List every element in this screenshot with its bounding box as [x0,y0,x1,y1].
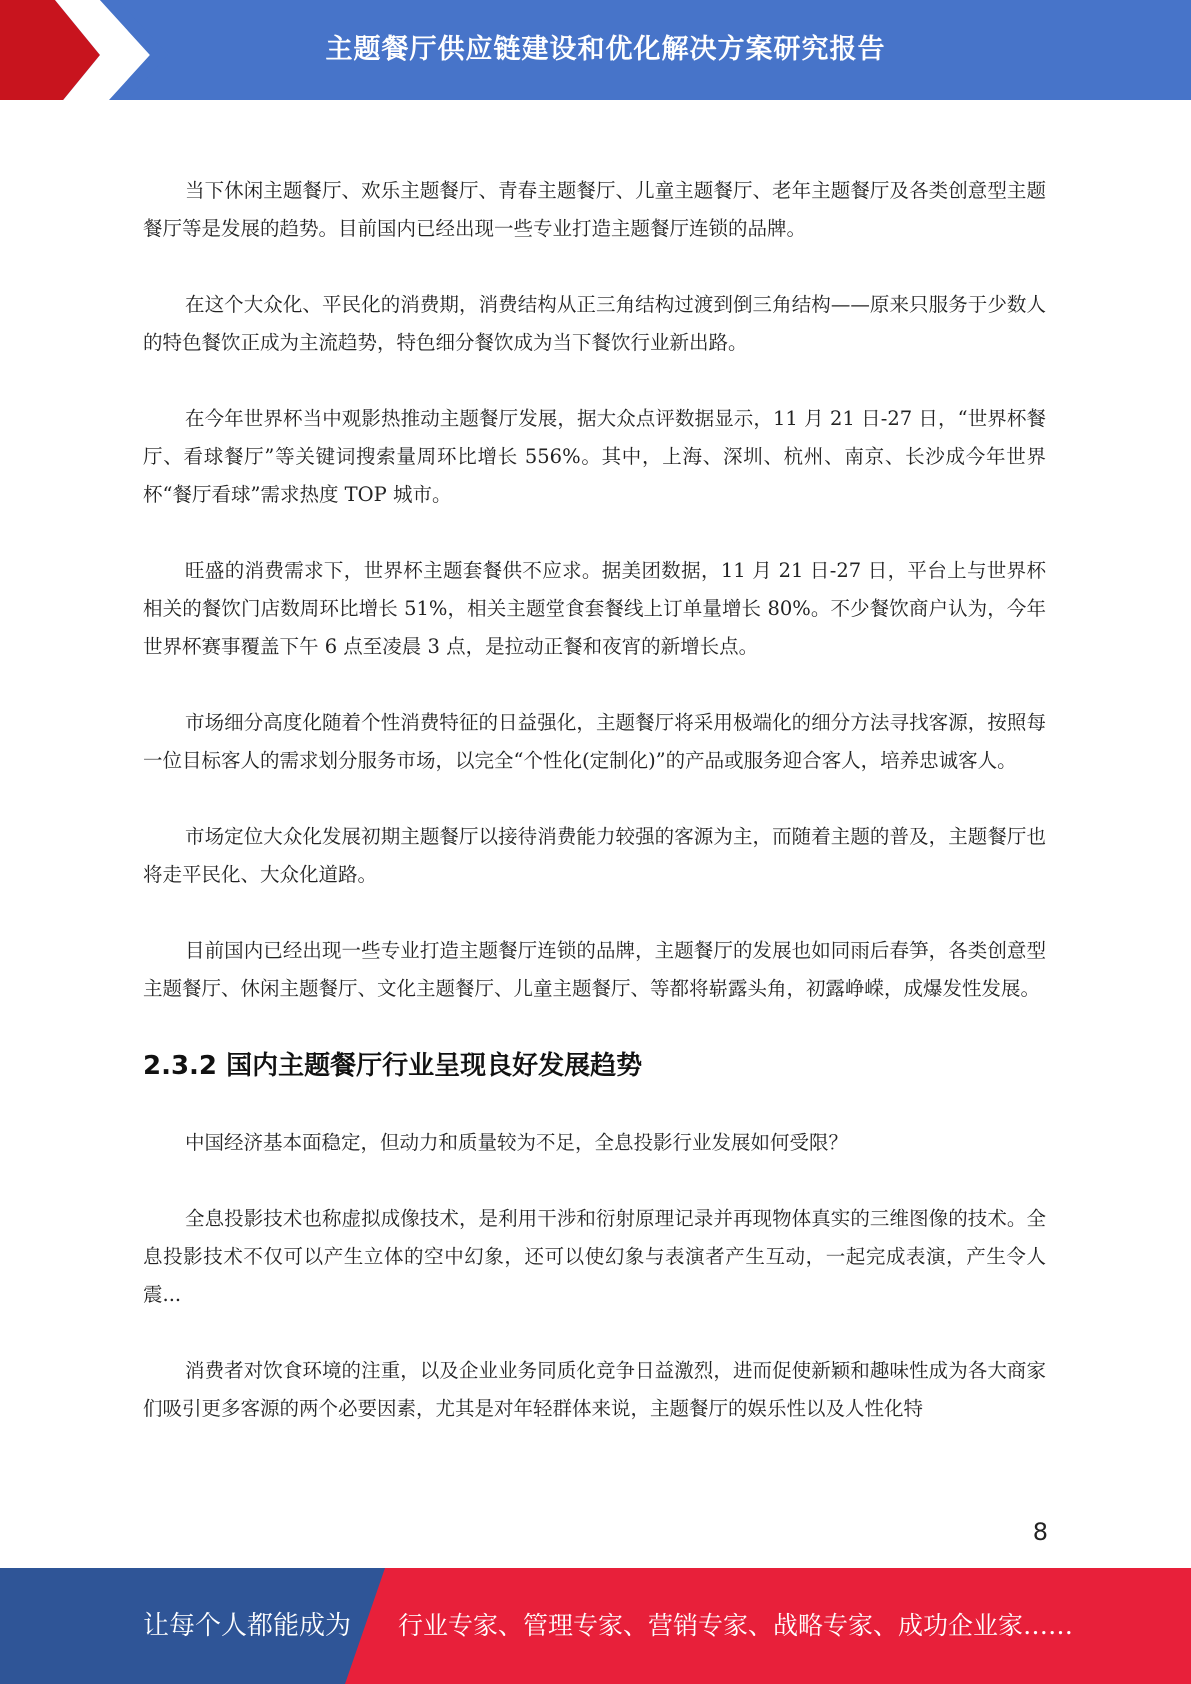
paragraph: 全息投影技术也称虚拟成像技术，是利用干涉和衍射原理记录并再现物体真实的三维图像的技术。全息投影技术不仅可以产生立体的空中幻象，还可以使幻象与表演者产生互动，一起完成表演，产生令人震... [143,1207,1046,1306]
page-number: 8 [1032,1518,1048,1546]
document-body [143,172,1046,1466]
paragraph: 消费者对饮食环境的注重，以及企业业务同质化竞争日益激烈，进而促使新颖和趣味性成为各大商家们吸引更多客源的两个必要因素，尤其是对年轻群体来说，主题餐厅的娱乐性以及人性化特 [143,1359,1046,1420]
paragraph: 旺盛的消费需求下，世界杯主题套餐供不应求。据美团数据，11 月 21 日-27 日，平台上与世界杯相关的餐饮门店数周环比增长 51%，相关主题堂食套餐线上订单量增长 80%。不少餐饮商户认为，今年世界杯赛事覆盖下午 6 点至凌晨 3 点，是拉动正餐和夜宵的新增长点。 [143,559,1046,658]
paragraph: 当下休闲主题餐厅、欢乐主题餐厅、青春主题餐厅、儿童主题餐厅、老年主题餐厅及各类创意型主题餐厅等是发展的趋势。目前国内已经出现一些专业打造主题餐厅连锁的品牌。 [143,179,1046,240]
paragraph: 在今年世界杯当中观影热推动主题餐厅发展，据大众点评数据显示，11 月 21 日-27 日，“世界杯餐厅、看球餐厅”等关键词搜索量周环比增长 556%。其中，上海、深圳、杭州、南京、长沙成今年世界杯“餐厅看球”需求热度 TOP 城市。 [143,407,1046,506]
footer-slogan-right: 行业专家、管理专家、营销专家、战略专家、成功企业家…… [398,1611,1074,1640]
page-footer [0,1568,1191,1684]
paragraph: 在这个大众化、平民化的消费期，消费结构从正三角结构过渡到倒三角结构——原来只服务于少数人的特色餐饮正成为主流趋势，特色细分餐饮成为当下餐饮行业新出路。 [143,293,1046,354]
section-heading: 2.3.2 国内主题餐厅行业呈现良好发展趋势 [143,1051,643,1081]
page-header [0,0,1191,110]
footer-slogan-left: 让每个人都能成为 [143,1611,352,1641]
header-title: 主题餐厅供应链建设和优化解决方案研究报告 [325,34,886,65]
paragraph: 中国经济基本面稳定，但动力和质量较为不足，全息投影行业发展如何受限？ [185,1131,849,1154]
paragraph: 市场定位大众化发展初期主题餐厅以接待消费能力较强的客源为主，而随着主题的普及，主题餐厅也将走平民化、大众化道路。 [143,825,1046,886]
paragraph: 目前国内已经出现一些专业打造主题餐厅连锁的品牌，主题餐厅的发展也如同雨后春笋，各类创意型主题餐厅、休闲主题餐厅、文化主题餐厅、儿童主题餐厅、等都将崭露头角，初露峥嵘，成爆发性发展。 [143,939,1046,1000]
paragraph: 市场细分高度化随着个性消费特征的日益强化，主题餐厅将采用极端化的细分方法寻找客源，按照每一位目标客人的需求划分服务市场，以完全“个性化(定制化)”的产品或服务迎合客人，培养忠诚客人。 [143,711,1046,772]
